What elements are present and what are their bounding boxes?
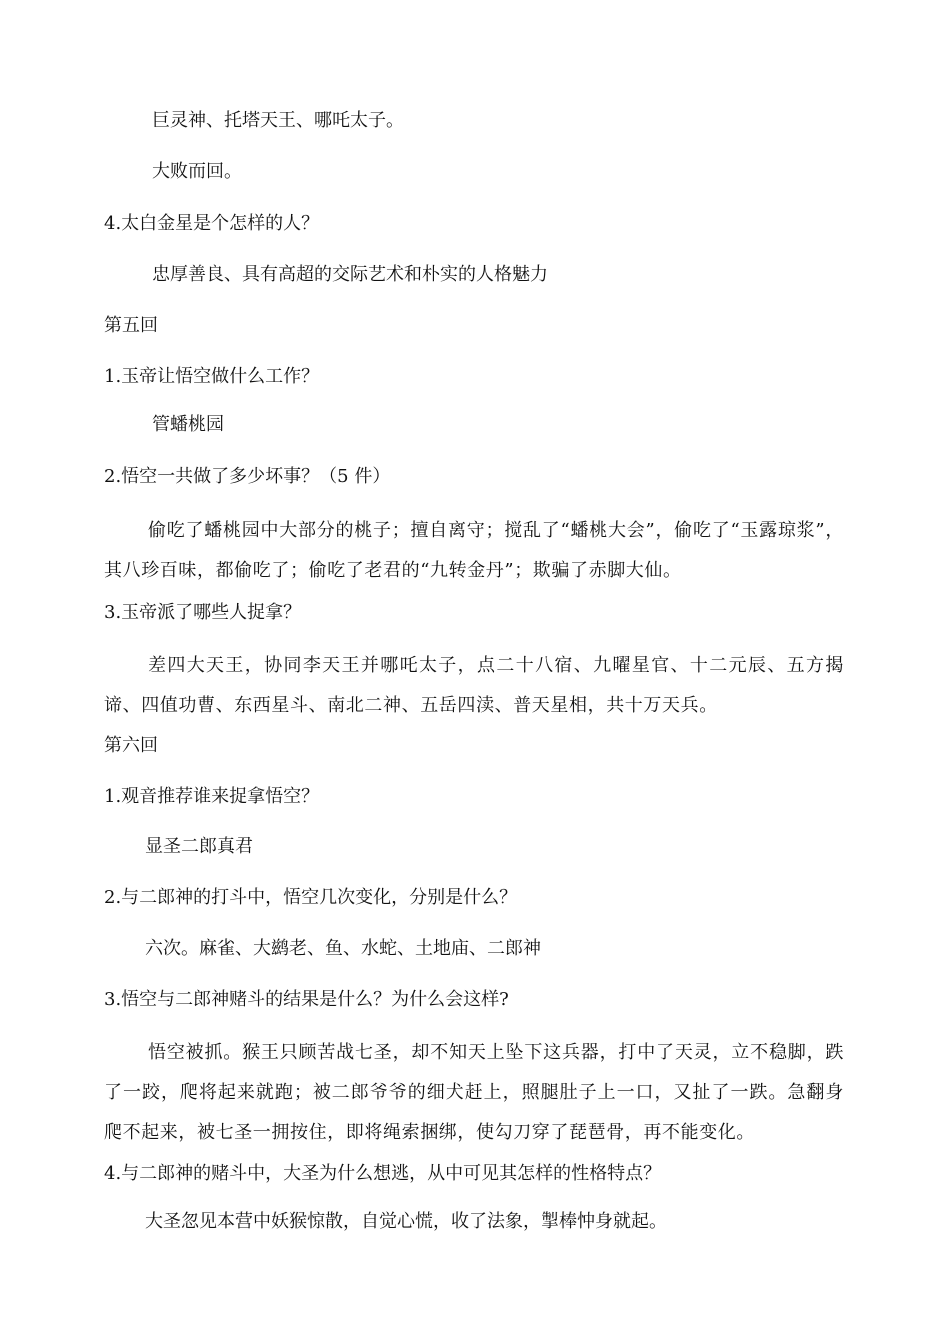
question-line: 4.太白金星是个怎样的人？: [104, 213, 320, 234]
answer-line: 大圣忽见本营中妖猴惊散，自觉心慌，收了法象，掣棒忡身就起。: [145, 1211, 667, 1232]
question-line: 2.与二郎神的打斗中，悟空几次变化，分别是什么？: [104, 887, 518, 908]
answer-line: 管蟠桃园: [152, 414, 224, 435]
question-line: 2.悟空一共做了多少坏事？（5 件）: [104, 466, 391, 487]
question-line: 3.玉帝派了哪些人捉拿？: [104, 602, 302, 623]
chapter-heading: 第五回: [104, 315, 158, 336]
question-line: 4.与二郎神的赌斗中，大圣为什么想逃，从中可见其怎样的性格特点？: [104, 1163, 662, 1184]
answer-paragraph: 差四大天王，协同李天王并哪吒太子，点二十八宿、九曜星官、十二元辰、五方揭谛、四值功曹、东西星斗、南北二神、五岳四渎、普天星相，共十万天兵。: [104, 655, 844, 716]
chapter-heading: 第六回: [104, 735, 158, 756]
answer-line: 六次。麻雀、大鹚老、鱼、水蛇、土地庙、二郎神: [145, 938, 541, 959]
answer-paragraph: 悟空被抓。猴王只顾苦战七圣，却不知天上坠下这兵器，打中了天灵，立不稳脚，跌了一跤，爬将起来就跑；被二郎爷爷的细犬赶上，照腿肚子上一口，又扯了一跌。急翻身爬不起来，被七圣一拥按住，即将绳索捆绑，使勾刀穿了琵琶骨，再不能变化。: [104, 1042, 844, 1143]
question-line: 1.观音推荐谁来捉拿悟空？: [104, 786, 320, 807]
question-line: 3.悟空与二郎神赌斗的结果是什么？为什么会这样?: [104, 989, 509, 1010]
answer-line: 忠厚善良、具有高超的交际艺术和朴实的人格魅力: [152, 264, 548, 285]
answer-paragraph: 偷吃了蟠桃园中大部分的桃子；擅自离守；搅乱了“蟠桃大会”，偷吃了“玉露琼浆”，其八珍百味，都偷吃了；偷吃了老君的“九转金丹”；欺骗了赤脚大仙。: [104, 520, 844, 581]
question-line: 1.玉帝让悟空做什么工作？: [104, 366, 320, 387]
answer-line: 巨灵神、托塔天王、哪吒太子。: [152, 110, 404, 131]
answer-line: 显圣二郎真君: [145, 836, 253, 857]
answer-line: 大败而回。: [152, 161, 242, 182]
